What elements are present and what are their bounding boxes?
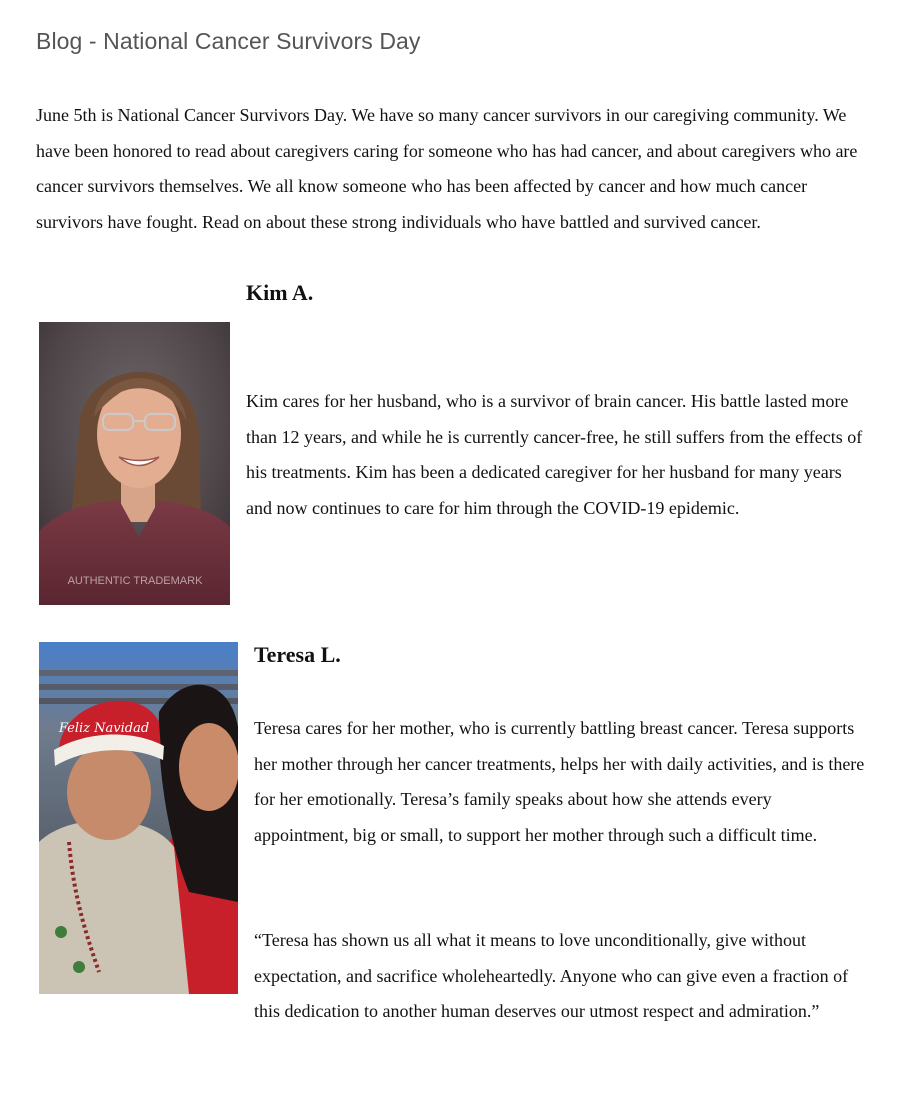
teresa-photo xyxy=(39,642,238,994)
profile-name-teresa: Teresa L. xyxy=(254,642,341,667)
page-title: Blog - National Cancer Survivors Day xyxy=(36,28,421,54)
kim-shirt-print: AUTHENTIC TRADEMARK xyxy=(67,575,203,587)
intro-paragraph: June 5th is National Cancer Survivors Day. We have so many cancer survivors in our caregiving community. We have been honored to read about caregivers caring for someone who has had cancer, and about caregivers who are cancer survivors themselves. We all know someone who has been affected by cancer and how much cancer survivors have fought. Read on about these strong individuals who have battled and survived cancer. xyxy=(36,105,858,232)
profile-bio-kim: Kim cares for her husband, who is a survivor of brain cancer. His battle lasted more than 12 years, and while he is currently cancer-free, he still suffers from the effects of his treatments. Kim has been a dedicated caregiver for her husband for many years and now continues to care for him through the COVID-19 epidemic. xyxy=(246,391,863,518)
profile-bio-teresa: Teresa cares for her mother, who is currently battling breast cancer. Teresa supports her mother through her cancer treatments, helps her with daily activities, and is there for her emotionally. Teresa’s family speaks about how she attends every appointment, big or small, to support her mother through such a difficult time. xyxy=(254,718,865,845)
profile-quote-teresa: “Teresa has shown us all what it means to love unconditionally, give without expectation, and sacrifice wholeheartedly. Anyone who can give even a fraction of this dedication to another human deserves our utmost respect and admiration.” xyxy=(254,930,849,1021)
teresa-hat-text: Feliz Navidad xyxy=(58,721,150,736)
profile-name-kim: Kim A. xyxy=(246,280,314,305)
kim-photo xyxy=(39,322,230,605)
